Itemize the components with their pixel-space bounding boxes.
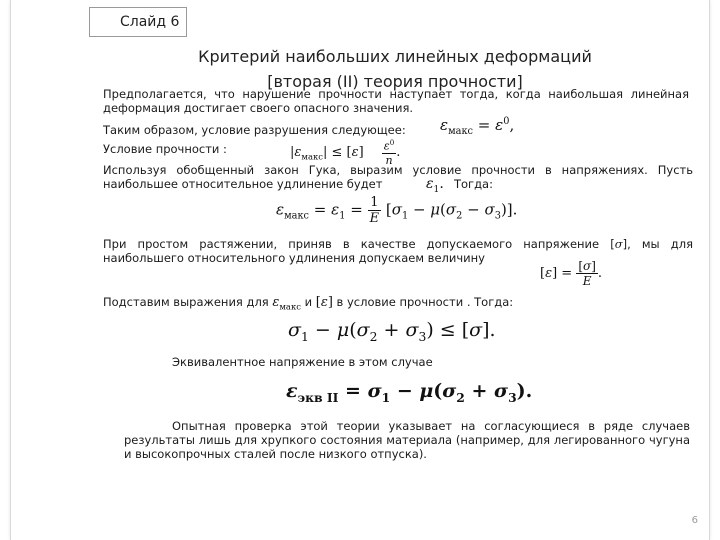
slide-label: Слайд 6 [89,7,187,37]
failure-condition-formula: $\varepsilon_{макс} = \varepsilon^0$, [440,116,515,137]
title-line-1: Критерий наибольших линейных деформаций [198,47,592,66]
assumption-paragraph [103,87,689,115]
title-line-2: [вторая (II) теория прочности] [267,72,523,91]
experiment-paragraph: Опытная проверка этой теории указывает на согласующиеся в ряде случаев результаты лишь для хрупкого состояния материала (например, для легированного чугуна и высокопрочных сталей после низкого отпуска). [124,419,690,461]
strength-inequality-formula: $\sigma_1 - \mu(\sigma_2 + \sigma_3) \le [\sigma]$. [288,319,496,344]
strength-condition-text: Условие прочности : [103,142,227,156]
page-number: 6 [691,515,698,526]
failure-condition-text: Таким образом, условие разрушения следующее: [103,123,406,137]
equivalent-stress-text: Эквивалентное напряжение в этом случае [172,355,433,369]
allowable-strain-formula: [ε] = $\frac{[\sigma]}{E}$ . [540,259,603,288]
hooke-formula: $\varepsilon_{макс} = \varepsilon_1$ = $\frac{1}{E}$ $[\sigma_1 - \mu(\sigma_2 - \sigma_3)]$. [276,195,518,226]
tension-paragraph: При простом растяжении, приняв в качестве допускаемого напряжение [σ], мы для наибольшего относительного удлинения допускаем величину [103,237,693,265]
hooke-paragraph: Используя обобщенный закон Гука, выразим условие прочности в напряжениях. Пусть наибольшее относительное удлинение будет [103,163,693,191]
equivalent-stress-formula: $\varepsilon_{экв II} = \sigma_1 - \mu(\sigma_2 + \sigma_3)$. [286,380,533,405]
eps1-symbol: $\varepsilon_1$. [426,176,444,195]
then-label-1: Тогда: [454,177,493,191]
substitute-line: Подставим выражения для $\varepsilon_{макс}$ и [ε] в условие прочности . Тогда: [103,295,514,312]
assumption-text: Предполагается, что нарушение прочности наступает тогда, когда наибольшая линейная деформация достигает своего опасного значения. [103,87,689,115]
strength-condition-formula: $|\varepsilon_{макс}| \le [\varepsilon]$ $\frac{\varepsilon^0}{n}$ . [290,138,401,167]
